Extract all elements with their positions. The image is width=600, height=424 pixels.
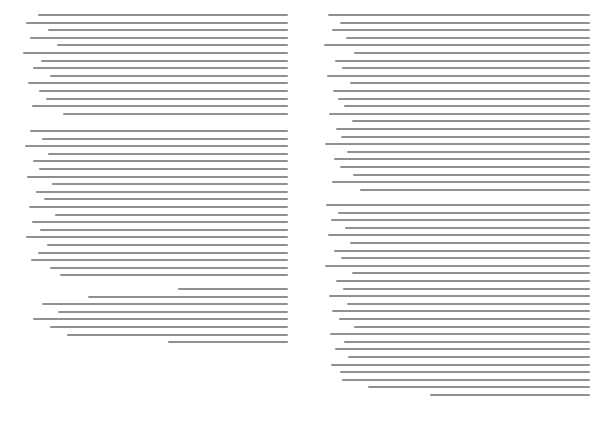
text-line-placeholder bbox=[48, 29, 288, 31]
text-line-placeholder bbox=[335, 348, 590, 350]
text-line-placeholder bbox=[38, 14, 288, 16]
text-line-placeholder bbox=[342, 379, 590, 381]
text-line-placeholder bbox=[26, 236, 288, 238]
text-line-placeholder bbox=[32, 221, 288, 223]
text-line-placeholder bbox=[338, 98, 590, 100]
text-line-placeholder bbox=[25, 145, 288, 147]
text-line-placeholder bbox=[324, 44, 590, 46]
text-line-placeholder bbox=[33, 318, 288, 320]
text-line-placeholder bbox=[44, 198, 288, 200]
text-line-placeholder bbox=[327, 75, 590, 77]
text-line-placeholder bbox=[334, 158, 590, 160]
text-line-placeholder bbox=[330, 333, 590, 335]
text-line-placeholder bbox=[335, 60, 590, 62]
text-line-placeholder bbox=[340, 22, 590, 24]
text-line-placeholder bbox=[345, 227, 590, 229]
text-line-placeholder bbox=[343, 288, 590, 290]
text-line-placeholder bbox=[341, 257, 590, 259]
text-line-placeholder bbox=[325, 265, 590, 267]
text-line-placeholder bbox=[46, 98, 288, 100]
text-line-placeholder bbox=[338, 212, 590, 214]
text-line-placeholder bbox=[31, 259, 288, 261]
text-line-placeholder bbox=[26, 22, 288, 24]
text-line-placeholder bbox=[42, 138, 288, 140]
right-page bbox=[310, 8, 592, 416]
text-line-placeholder bbox=[32, 105, 288, 107]
text-line-placeholder bbox=[331, 219, 590, 221]
text-line-placeholder bbox=[340, 166, 590, 168]
text-line-placeholder bbox=[29, 206, 288, 208]
text-line-placeholder bbox=[360, 189, 590, 191]
text-line-placeholder bbox=[30, 37, 288, 39]
text-line-placeholder bbox=[27, 176, 288, 178]
text-line-placeholder bbox=[334, 250, 590, 252]
text-line-placeholder bbox=[48, 153, 288, 155]
text-line-placeholder bbox=[57, 44, 288, 46]
text-line-placeholder bbox=[50, 326, 288, 328]
text-line-placeholder bbox=[33, 160, 288, 162]
text-line-placeholder bbox=[328, 234, 590, 236]
text-line-placeholder bbox=[340, 371, 590, 373]
text-line-placeholder bbox=[332, 181, 590, 183]
text-line-placeholder bbox=[342, 67, 590, 69]
text-line-placeholder bbox=[50, 267, 288, 269]
text-line-placeholder bbox=[23, 52, 288, 54]
text-line-placeholder bbox=[58, 311, 288, 313]
text-line-placeholder bbox=[33, 67, 288, 69]
text-line-placeholder bbox=[38, 252, 288, 254]
text-line-placeholder bbox=[341, 136, 590, 138]
text-line-placeholder bbox=[326, 204, 590, 206]
text-line-placeholder bbox=[42, 303, 288, 305]
text-line-placeholder bbox=[60, 274, 288, 276]
text-line-placeholder bbox=[331, 364, 590, 366]
text-line-placeholder bbox=[47, 244, 288, 246]
text-line-placeholder bbox=[41, 60, 288, 62]
text-line-placeholder bbox=[325, 143, 590, 145]
text-line-placeholder bbox=[350, 242, 590, 244]
text-line-placeholder bbox=[336, 280, 590, 282]
text-line-placeholder bbox=[52, 183, 288, 185]
text-line-placeholder bbox=[168, 341, 288, 343]
text-line-placeholder bbox=[350, 82, 590, 84]
text-line-placeholder bbox=[346, 37, 590, 39]
text-line-placeholder bbox=[430, 394, 590, 396]
text-line-placeholder bbox=[344, 105, 590, 107]
text-line-placeholder bbox=[333, 90, 590, 92]
text-line-placeholder bbox=[332, 29, 590, 31]
text-line-placeholder bbox=[28, 82, 288, 84]
text-line-placeholder bbox=[353, 174, 590, 176]
text-line-placeholder bbox=[347, 303, 590, 305]
text-line-placeholder bbox=[36, 191, 288, 193]
text-line-placeholder bbox=[368, 386, 590, 388]
text-line-placeholder bbox=[67, 334, 288, 336]
text-line-placeholder bbox=[329, 295, 590, 297]
text-line-placeholder bbox=[332, 310, 590, 312]
text-line-placeholder bbox=[348, 356, 590, 358]
text-line-placeholder bbox=[55, 214, 288, 216]
text-line-placeholder bbox=[352, 272, 590, 274]
text-line-placeholder bbox=[352, 120, 590, 122]
text-line-placeholder bbox=[50, 75, 288, 77]
text-line-placeholder bbox=[328, 14, 590, 16]
text-line-placeholder bbox=[336, 128, 590, 130]
text-line-placeholder bbox=[329, 113, 590, 115]
text-line-placeholder bbox=[63, 113, 288, 115]
text-line-placeholder bbox=[354, 52, 590, 54]
text-line-placeholder bbox=[30, 130, 288, 132]
text-line-placeholder bbox=[178, 288, 288, 290]
text-line-placeholder bbox=[344, 341, 590, 343]
text-line-placeholder bbox=[354, 326, 590, 328]
text-line-placeholder bbox=[39, 90, 288, 92]
text-line-placeholder bbox=[40, 229, 288, 231]
text-line-placeholder bbox=[39, 168, 288, 170]
text-line-placeholder bbox=[347, 151, 590, 153]
left-page bbox=[8, 8, 290, 416]
text-line-placeholder bbox=[339, 318, 590, 320]
text-line-placeholder bbox=[88, 296, 288, 298]
